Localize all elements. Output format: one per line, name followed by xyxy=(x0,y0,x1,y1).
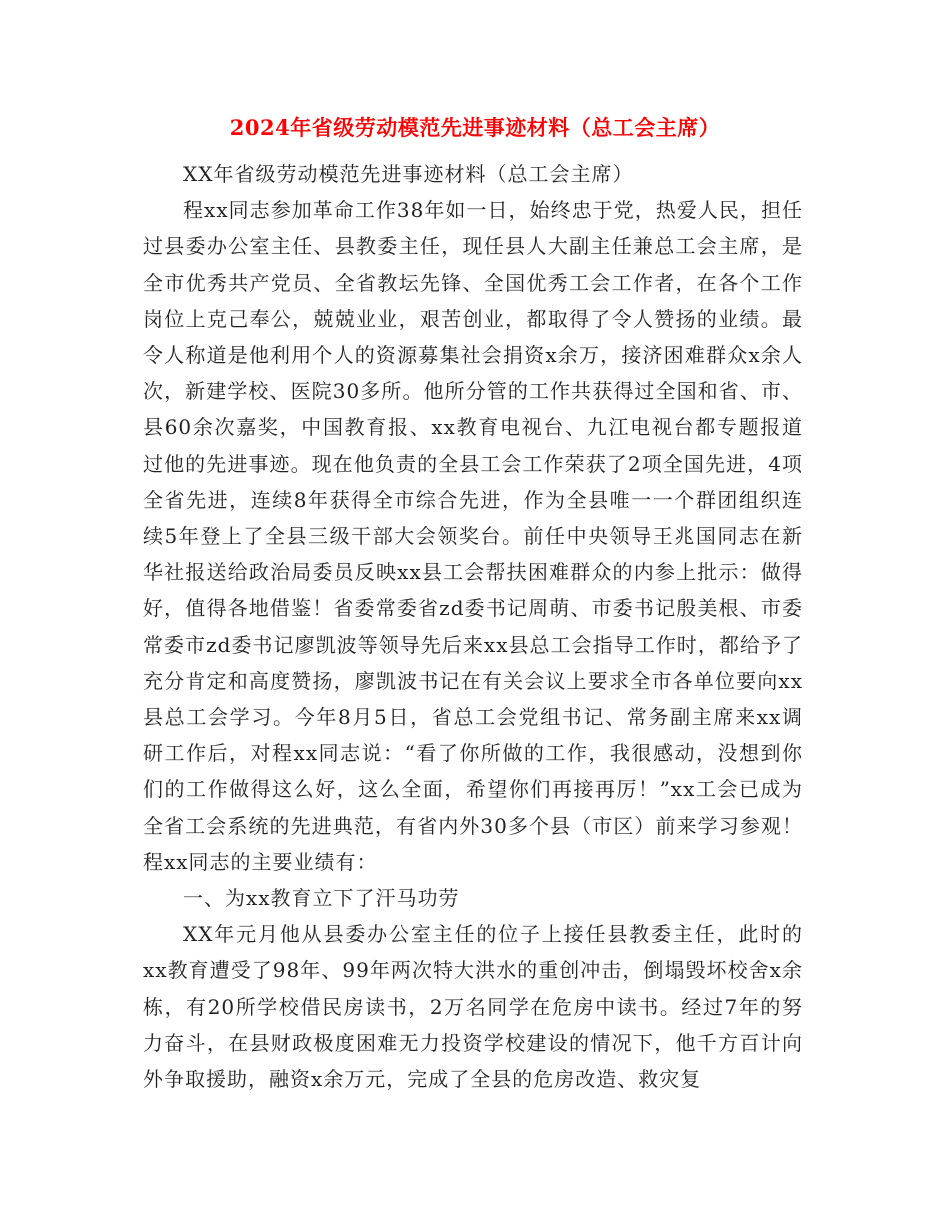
document-title: 2024年省级劳动模范先进事迹材料（总工会主席） xyxy=(229,115,721,140)
section-heading: 一、为xx教育立下了汗马功劳 xyxy=(183,886,460,911)
body-paragraph: XX年元月他从县委办公室主任的位子上接任县教委主任，此时的xx教育遭受了98年、99年两次特大洪水的重创冲击，倒塌毁坏校舍x余栋，有20所学校借民房读书，2万名同学在危房中读书。经过7年的努力奋斗，在县财政极度困难无力投资学校建设的情况下，他千方百计向外争取援助，融资x余万元，完成了全县的危房改造、救灾复 xyxy=(143,922,803,1092)
body-paragraph: 程xx同志参加革命工作38年如一日，始终忠于党，热爱人民，担任过县委办公室主任、县教委主任，现任县人大副主任兼总工会主席，是全市优秀共产党员、全省教坛先锋、全国优秀工会工作者，在各个工作岗位上克己奉公，兢兢业业，艰苦创业，都取得了令人赞扬的业绩。最令人称道是他利用个人的资源募集社会捐资x余万，接济困难群众x余人次，新建学校、医院30多所。他所分管的工作共获得过全国和省、市、县60余次嘉奖，中国教育报、xx教育电视台、九江电视台都专题报道过他的先进事迹。现在他负责的全县工会工作荣获了2项全国先进，4项全省先进，连续8年获得全市综合先进，作为全县唯一一个群团组织连续5年登上了全县三级干部大会领奖台。前任中央领导王兆国同志在新华社报送给政治局委员反映xx县工会帮扶困难群众的内参上批示：做得好，值得各地借鉴！省委常委省zd委书记周萌、市委书记殷美根、市委常委市zd委书记廖凯波等领导先后来xx县总工会指导工作时，都给予了充分肯定和高度赞扬，廖凯波书记在有关会议上要求全市各单位要向xx县总工会学习。今年8月5日，省总工会党组书记、常务副主席来xx调研工作后，对程xx同志说：“看了你所做的工作，我很感动，没想到你们的工作做得这么好，这么全面，希望你们再接再厉！”xx工会已成为全省工会系统的先进典范，有省内外30多个县（市区）前来学习参观！程xx同志的主要业绩有： xyxy=(143,198,803,874)
document-body xyxy=(143,156,803,1097)
subtitle-paragraph: XX年省级劳动模范先进事迹材料（总工会主席） xyxy=(183,162,634,186)
